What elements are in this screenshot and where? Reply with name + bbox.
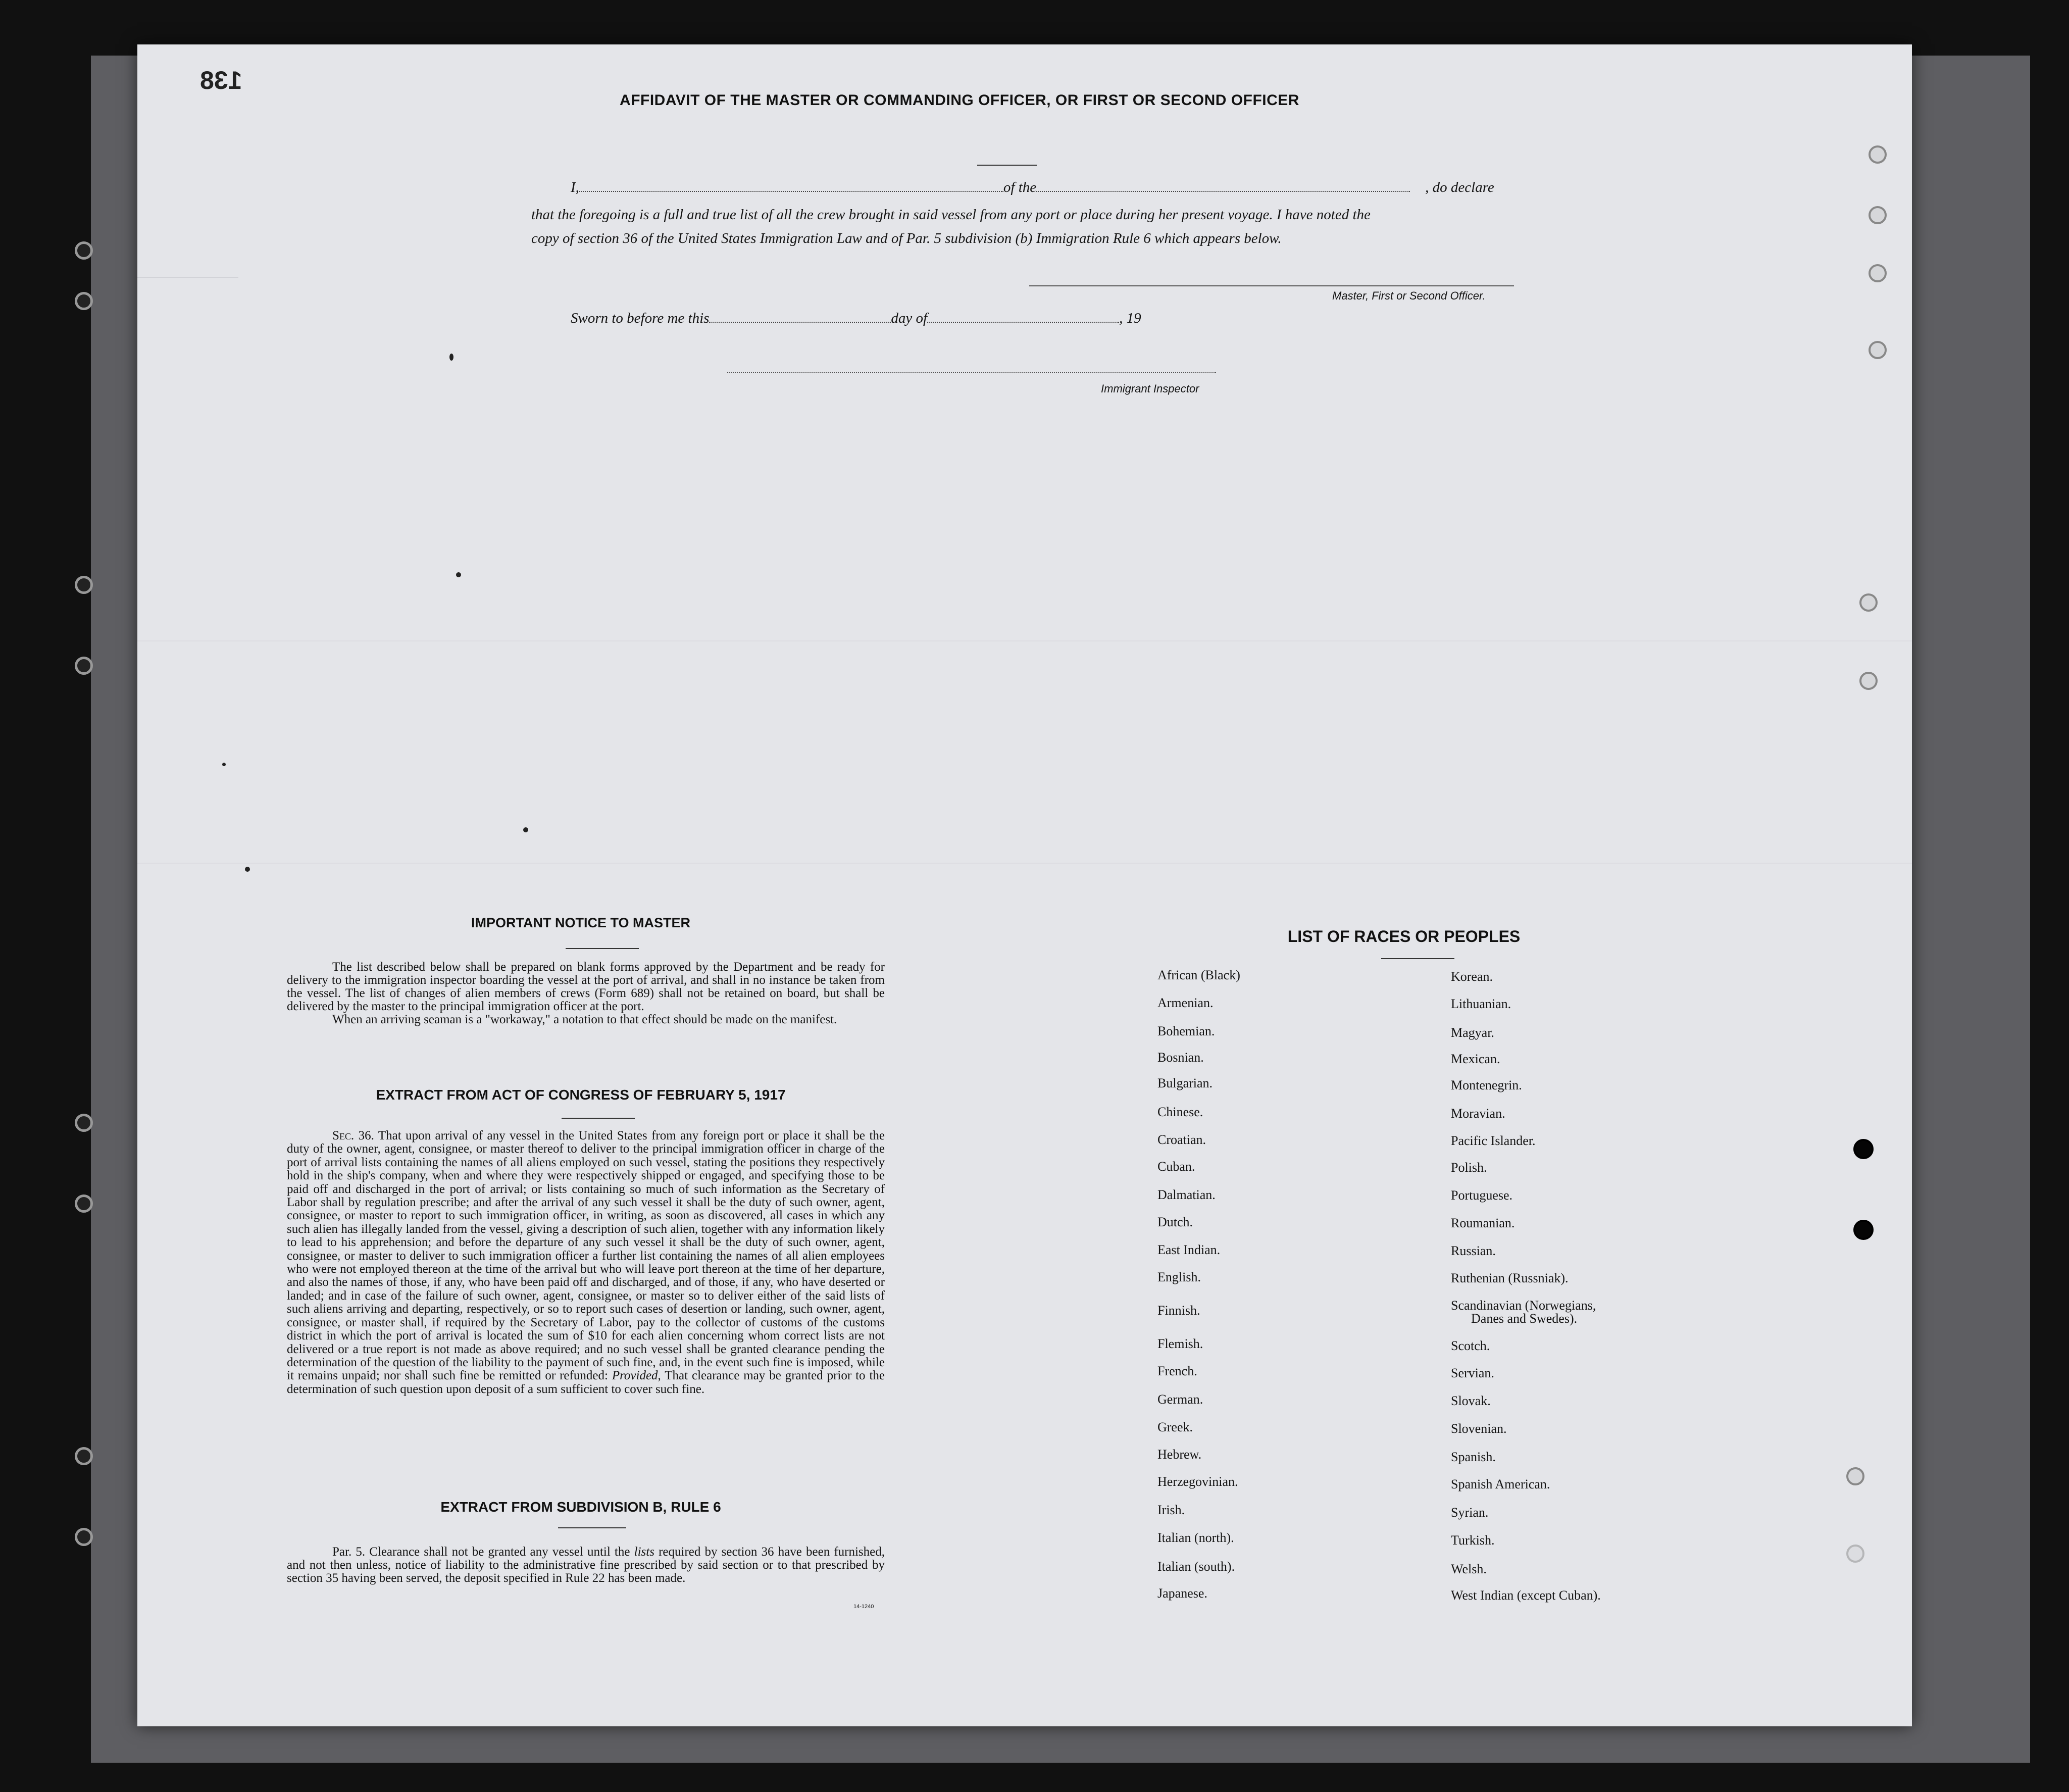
race-left: Bulgarian. [1157,1076,1213,1090]
affidavit-line-2: that the foregoing is a full and true list of all the crew brought in said vessel from any port or place during her present voyage. I have noted the [531,207,1371,223]
race-left: African (Black) [1157,968,1240,982]
punch-hole-icon [1859,672,1878,690]
race-right: Mexican. [1451,1052,1500,1066]
notice-title: IMPORTANT NOTICE TO MASTER [471,915,690,930]
act-proviso-text: That clearance may be granted prior to the determination of such question upon deposit of a sum sufficient to cover such fine. [287,1369,885,1396]
inspector-signature-line[interactable] [727,372,1216,374]
divider [977,165,1037,166]
binding-ring-icon [75,576,93,594]
ghost-line [137,640,1912,641]
race-left: Dalmatian. [1157,1187,1216,1202]
punch-hole-icon [1869,145,1887,164]
punch-hole-icon [1859,593,1878,612]
race-right: Spanish. [1451,1450,1496,1464]
rule6-body [287,1546,885,1585]
race-right: West Indian (except Cuban). [1451,1588,1601,1603]
race-left: Flemish. [1157,1336,1203,1351]
punch-hole-icon [1846,1467,1864,1485]
race-right: Ruthenian (Russniak). [1451,1271,1569,1285]
race-right: Pacific Islander. [1451,1133,1536,1148]
race-right: Servian. [1451,1366,1494,1380]
race-right: Moravian. [1451,1106,1505,1121]
race-right: Lithuanian. [1451,997,1511,1011]
race-left: Herzegovinian. [1157,1474,1238,1489]
race-left: Bosnian. [1157,1050,1204,1065]
race-left: Dutch. [1157,1215,1193,1229]
divider [1381,958,1454,959]
race-right: Scandinavian (Norwegians, [1451,1298,1596,1313]
race-right: Magyar. [1451,1025,1494,1040]
punch-hole-icon [1869,206,1887,224]
binding-ring-icon [75,241,93,260]
race-left: Japanese. [1157,1586,1207,1601]
race-right: Scotch. [1451,1338,1490,1353]
notice-body [287,961,885,1026]
ink-speck [222,763,226,766]
punch-hole-icon [1869,264,1887,282]
affidavit-title: AFFIDAVIT OF THE MASTER OR COMMANDING OFFICER, OR FIRST OR SECOND OFFICER [620,92,1299,109]
form-page [137,44,1912,1726]
sworn-month-blank[interactable] [927,311,1119,323]
race-right: Russian. [1451,1243,1496,1258]
rule6-part1: Par. 5. Clearance shall not be granted any vessel until the [332,1545,630,1559]
race-left: Bohemian. [1157,1024,1215,1038]
race-left: Hebrew. [1157,1447,1202,1462]
form-number: 14-1240 [853,1604,874,1610]
race-right: Polish. [1451,1160,1487,1175]
page-number: 138 [200,66,242,94]
race-right: Montenegrin. [1451,1078,1522,1092]
race-left: Italian (north). [1157,1530,1234,1545]
punch-hole-icon [1846,1545,1864,1563]
act-title: EXTRACT FROM ACT OF CONGRESS OF FEBRUARY 5, 1917 [376,1087,786,1103]
ink-speck [449,354,453,361]
binding-ring-icon [75,1194,93,1213]
act-body [287,1129,885,1396]
race-right: Slovak. [1451,1393,1491,1408]
act-text: 36. That upon arrival of any vessel in the United States from any foreign port or place it shall be the duty of the owner, agent, consignee, or master thereof to deliver to the principal immigration officer in charge of the port of arrival lists containing the names of all aliens employed on such vessel, stating the positions they respectively hold in the ship's company, when and where they were respectively shipped or engaged, and specifying those to be paid off and discharged in the port of arrival; or lists containing so much of such information as the Secretary of Labor shall by regulation prescribe; and after the arrival of any such vessel it shall be the duty of such owner, agent, consignee, or master to report to such immigration officer, in writing, as soon as discovered, all cases in which any such alien has illegally landed from the vessel, giving a description of such alien, together with any information likely to lead to his apprehension; and before the departure of any such vessel it shall be the duty of such owner, agent, consignee, or master to deliver to such immigration officer a further list containing the names of all alien employees who were not employed thereon at the time of the arrival but who will leave port thereon at the time of her departure, and also the names of those, if any, who have been paid off and discharged, and of those, if any, who have deserted or landed; and in case of the failure of such owner, agent, consignee, or master so to deliver either of the said lists of such aliens arriving and departing, respectively, or so to report such cases of desertion or landing, such owner, agent, consignee, or master shall, if required by the Secretary of Labor, pay to the collector of customs of the customs district in which the port of arrival is located the sum of $10 for each alien concerning whom correct lists are not delivered or a true report is not made as above required; and no such vessel shall be granted clearance pending the determination of the question of the liability to the payment of such fine, and, in the event such fine is imposed, while it remains unpaid; nor shall such fine be remitted or refunded: [287,1129,885,1383]
ghost-line [137,863,1912,864]
master-signature-line[interactable] [1029,285,1514,286]
affidavit-of-the: of the [1003,179,1037,195]
ink-speck [245,867,250,872]
race-left: Italian (south). [1157,1559,1235,1574]
vessel-blank[interactable] [1036,180,1410,192]
binding-ring-icon [75,657,93,675]
race-left: German. [1157,1392,1203,1407]
divider [558,1527,626,1528]
race-left: Chinese. [1157,1105,1203,1119]
races-title: LIST OF RACES OR PEOPLES [1287,927,1521,945]
race-right: Roumanian. [1451,1216,1515,1230]
sworn-day-of: day of [891,310,928,326]
divider [562,1118,635,1119]
race-right: Korean. [1451,969,1493,984]
race-left: English. [1157,1270,1201,1284]
binding-ring-icon [75,1114,93,1132]
affidavit-line-1 [571,179,1494,196]
sworn-year: , 19 [1119,310,1141,326]
race-left: Greek. [1157,1420,1193,1434]
race-right: Welsh. [1451,1562,1487,1576]
affidavit-do-declare: , do declare [1425,179,1494,195]
notice-paragraph-1: The list described below shall be prepared on blank forms approved by the Department and be ready for delivery to the immigration inspector boarding the vessel at the port of arrival, and shall in no instance be taken from the vessel. The list of changes of alien members of crews (Form 689) shall not be retained on board, but shall be delivered by the master to the principal immigration officer at the port. [287,960,885,1013]
binding-ring-icon [75,1447,93,1465]
affidavit-i: I, [571,179,579,195]
binding-ring-icon [75,292,93,310]
race-left: Croatian. [1157,1132,1206,1147]
race-left: Irish. [1157,1503,1185,1517]
binding-ring-icon [75,1528,93,1546]
sworn-prefix: Sworn to before me this [571,310,710,326]
race-right: Syrian. [1451,1505,1489,1520]
affidavit-line-3: copy of section 36 of the United States Immigration Law and of Par. 5 subdivision (b) Immigration Rule 6 which appears below. [531,230,1282,246]
race-left: Finnish. [1157,1303,1200,1318]
race-right: Spanish American. [1451,1477,1550,1491]
master-signature-caption: Master, First or Second Officer. [1332,289,1486,302]
race-left: French. [1157,1364,1197,1378]
sworn-day-blank[interactable] [709,311,891,323]
act-proviso-label: Provided, [612,1369,661,1383]
race-right: Turkish. [1451,1533,1495,1548]
divider [566,948,639,949]
race-right: Portuguese. [1451,1188,1513,1203]
race-left: Armenian. [1157,995,1214,1010]
act-sec-label: Sec. [332,1129,355,1142]
ghost-line [137,277,238,278]
rule6-title: EXTRACT FROM SUBDIVISION B, RULE 6 [440,1499,721,1515]
punch-hole-icon [1853,1220,1874,1240]
inspector-caption: Immigrant Inspector [1101,382,1199,395]
race-left: East Indian. [1157,1242,1221,1257]
race-right: Slovenian. [1451,1421,1507,1436]
punch-hole-icon [1853,1139,1874,1159]
name-blank[interactable] [579,180,1003,192]
rule6-lists-word: lists [634,1545,654,1559]
race-right-continued: Danes and Swedes). [1471,1311,1578,1326]
rule6-part2: required by section 36 have been furnished, and not then unless, notice of liability to the administrative fine prescribed by said section or to that prescribed by section 35 having been served, the deposit specified in Rule 22 has been made. [287,1545,885,1585]
notice-paragraph-2: When an arriving seaman is a "workaway," a notation to that effect should be made on the manifest. [332,1013,837,1026]
sworn-line [571,310,1141,327]
punch-hole-icon [1869,341,1887,359]
ink-speck [456,572,461,577]
race-left: Cuban. [1157,1159,1195,1174]
ink-speck [523,827,528,832]
